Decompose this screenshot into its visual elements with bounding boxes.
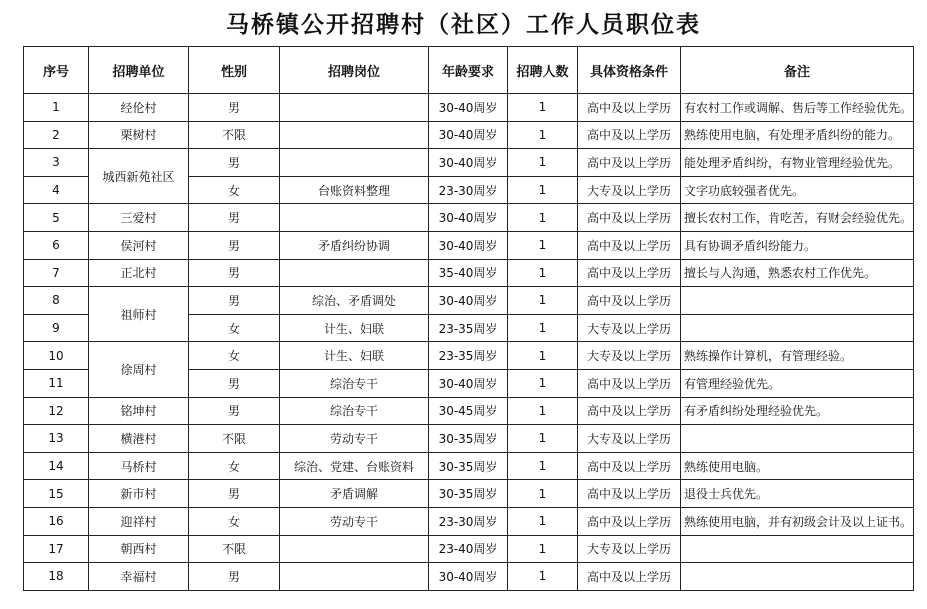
cell-count: 1 — [508, 149, 578, 177]
column-header-unit: 招聘单位 — [89, 47, 189, 94]
cell-count: 1 — [508, 452, 578, 480]
cell-post: 台账资料整理 — [280, 176, 429, 204]
cell-age: 23-30周岁 — [429, 507, 508, 535]
cell-age: 30-45周岁 — [429, 397, 508, 425]
cell-unit: 侯河村 — [89, 231, 189, 259]
cell-post: 劳动专干 — [280, 425, 429, 453]
cell-gender: 女 — [189, 314, 280, 342]
cell-gender: 男 — [189, 397, 280, 425]
cell-note: 退役士兵优先。 — [681, 480, 914, 508]
cell-count: 1 — [508, 259, 578, 287]
cell-unit: 徐周村 — [89, 342, 189, 397]
cell-no: 12 — [24, 397, 89, 425]
column-header-age: 年龄要求 — [429, 47, 508, 94]
cell-count: 1 — [508, 121, 578, 149]
cell-note: 具有协调矛盾纠纷能力。 — [681, 231, 914, 259]
cell-qualification: 高中及以上学历 — [578, 231, 681, 259]
cell-gender: 女 — [189, 452, 280, 480]
cell-no: 3 — [24, 149, 89, 177]
cell-no: 4 — [24, 176, 89, 204]
cell-count: 1 — [508, 342, 578, 370]
cell-qualification: 高中及以上学历 — [578, 563, 681, 591]
cell-qualification: 高中及以上学历 — [578, 397, 681, 425]
cell-gender: 男 — [189, 369, 280, 397]
cell-unit: 经伦村 — [89, 94, 189, 122]
cell-count: 1 — [508, 231, 578, 259]
cell-gender: 不限 — [189, 425, 280, 453]
cell-note: 熟练使用电脑，并有初级会计及以上证书。 — [681, 507, 914, 535]
cell-unit: 朝西村 — [89, 535, 189, 563]
cell-note — [681, 287, 914, 315]
cell-count: 1 — [508, 425, 578, 453]
cell-post: 综治、矛盾调处 — [280, 287, 429, 315]
cell-post — [280, 563, 429, 591]
cell-gender: 不限 — [189, 535, 280, 563]
cell-note — [681, 425, 914, 453]
cell-gender: 女 — [189, 507, 280, 535]
cell-no: 16 — [24, 507, 89, 535]
cell-post: 综治专干 — [280, 397, 429, 425]
cell-unit: 正北村 — [89, 259, 189, 287]
cell-no: 1 — [24, 94, 89, 122]
table-row — [24, 259, 914, 287]
cell-gender: 男 — [189, 259, 280, 287]
cell-qualification: 大专及以上学历 — [578, 425, 681, 453]
cell-post: 矛盾调解 — [280, 480, 429, 508]
table-row — [24, 204, 914, 232]
cell-age: 30-35周岁 — [429, 480, 508, 508]
cell-count: 1 — [508, 507, 578, 535]
cell-post — [280, 535, 429, 563]
cell-unit: 祖师村 — [89, 287, 189, 342]
cell-gender: 男 — [189, 149, 280, 177]
cell-post: 综治、党建、台账资料 — [280, 452, 429, 480]
cell-no: 2 — [24, 121, 89, 149]
table-row — [24, 480, 914, 508]
table-row — [24, 452, 914, 480]
cell-count: 1 — [508, 176, 578, 204]
cell-post — [280, 121, 429, 149]
cell-note: 文字功底较强者优先。 — [681, 176, 914, 204]
cell-qualification: 高中及以上学历 — [578, 507, 681, 535]
cell-gender: 男 — [189, 231, 280, 259]
cell-unit: 横港村 — [89, 425, 189, 453]
column-header-gender: 性别 — [189, 47, 280, 94]
cell-note: 熟练操作计算机，有管理经验。 — [681, 342, 914, 370]
cell-unit: 三爱村 — [89, 204, 189, 232]
cell-note: 熟练使用电脑，有处理矛盾纠纷的能力。 — [681, 121, 914, 149]
cell-note: 能处理矛盾纠纷，有物业管理经验优先。 — [681, 149, 914, 177]
cell-note: 熟练使用电脑。 — [681, 452, 914, 480]
cell-note — [681, 563, 914, 591]
cell-age: 35-40周岁 — [429, 259, 508, 287]
cell-qualification: 高中及以上学历 — [578, 121, 681, 149]
cell-post: 综治专干 — [280, 369, 429, 397]
table-row — [24, 397, 914, 425]
cell-age: 30-40周岁 — [429, 287, 508, 315]
cell-note — [681, 314, 914, 342]
cell-no: 14 — [24, 452, 89, 480]
table-row — [24, 342, 914, 370]
table-row — [24, 287, 914, 315]
cell-qualification: 高中及以上学历 — [578, 452, 681, 480]
table-row — [24, 507, 914, 535]
cell-qualification: 高中及以上学历 — [578, 369, 681, 397]
cell-count: 1 — [508, 563, 578, 591]
cell-unit: 幸福村 — [89, 563, 189, 591]
cell-gender: 男 — [189, 480, 280, 508]
cell-note: 有农村工作或调解、售后等工作经验优先。 — [681, 94, 914, 122]
cell-qualification: 大专及以上学历 — [578, 342, 681, 370]
cell-post: 劳动专干 — [280, 507, 429, 535]
cell-post — [280, 94, 429, 122]
cell-no: 13 — [24, 425, 89, 453]
table-row — [24, 149, 914, 177]
cell-no: 7 — [24, 259, 89, 287]
cell-no: 8 — [24, 287, 89, 315]
cell-post: 矛盾纠纷协调 — [280, 231, 429, 259]
cell-age: 30-40周岁 — [429, 369, 508, 397]
cell-count: 1 — [508, 480, 578, 508]
cell-age: 23-30周岁 — [429, 176, 508, 204]
cell-count: 1 — [508, 314, 578, 342]
table-row — [24, 121, 914, 149]
cell-count: 1 — [508, 397, 578, 425]
cell-post: 计生、妇联 — [280, 342, 429, 370]
cell-qualification: 高中及以上学历 — [578, 204, 681, 232]
table-header-row — [24, 47, 914, 94]
cell-age: 23-35周岁 — [429, 342, 508, 370]
column-header-post: 招聘岗位 — [280, 47, 429, 94]
cell-qualification: 大专及以上学历 — [578, 314, 681, 342]
cell-note: 有管理经验优先。 — [681, 369, 914, 397]
column-header-count: 招聘人数 — [508, 47, 578, 94]
cell-age: 30-40周岁 — [429, 121, 508, 149]
cell-age: 30-40周岁 — [429, 204, 508, 232]
cell-age: 30-40周岁 — [429, 231, 508, 259]
cell-count: 1 — [508, 535, 578, 563]
cell-no: 11 — [24, 369, 89, 397]
cell-gender: 女 — [189, 176, 280, 204]
cell-count: 1 — [508, 369, 578, 397]
cell-note: 擅长与人沟通，熟悉农村工作优先。 — [681, 259, 914, 287]
cell-unit: 马桥村 — [89, 452, 189, 480]
cell-count: 1 — [508, 204, 578, 232]
cell-qualification: 高中及以上学历 — [578, 149, 681, 177]
cell-qualification: 大专及以上学历 — [578, 535, 681, 563]
cell-age: 30-40周岁 — [429, 149, 508, 177]
cell-no: 15 — [24, 480, 89, 508]
cell-unit: 新市村 — [89, 480, 189, 508]
cell-gender: 男 — [189, 563, 280, 591]
cell-no: 5 — [24, 204, 89, 232]
table-row — [24, 231, 914, 259]
cell-no: 18 — [24, 563, 89, 591]
cell-post — [280, 259, 429, 287]
cell-no: 10 — [24, 342, 89, 370]
table-row — [24, 535, 914, 563]
cell-no: 17 — [24, 535, 89, 563]
cell-unit: 迎祥村 — [89, 507, 189, 535]
column-header-no: 序号 — [24, 47, 89, 94]
page-title: 马桥镇公开招聘村（社区）工作人员职位表 — [226, 11, 701, 38]
cell-unit: 栗树村 — [89, 121, 189, 149]
cell-count: 1 — [508, 287, 578, 315]
cell-age: 23-35周岁 — [429, 314, 508, 342]
cell-no: 6 — [24, 231, 89, 259]
cell-count: 1 — [508, 94, 578, 122]
cell-gender: 男 — [189, 287, 280, 315]
cell-gender: 男 — [189, 94, 280, 122]
table-row — [24, 425, 914, 453]
cell-qualification: 高中及以上学历 — [578, 259, 681, 287]
cell-qualification: 大专及以上学历 — [578, 176, 681, 204]
cell-post — [280, 204, 429, 232]
cell-age: 30-40周岁 — [429, 94, 508, 122]
cell-gender: 不限 — [189, 121, 280, 149]
cell-post: 计生、妇联 — [280, 314, 429, 342]
column-header-qualification: 具体资格条件 — [578, 47, 681, 94]
cell-age: 30-35周岁 — [429, 452, 508, 480]
table-row — [24, 563, 914, 591]
cell-unit: 铭坤村 — [89, 397, 189, 425]
cell-qualification: 高中及以上学历 — [578, 287, 681, 315]
cell-unit: 城西新苑社区 — [89, 149, 189, 204]
cell-gender: 女 — [189, 342, 280, 370]
column-header-note: 备注 — [681, 47, 914, 94]
cell-no: 9 — [24, 314, 89, 342]
cell-note: 有矛盾纠纷处理经验优先。 — [681, 397, 914, 425]
cell-post — [280, 149, 429, 177]
cell-note — [681, 535, 914, 563]
cell-note: 擅长农村工作，肯吃苦，有财会经验优先。 — [681, 204, 914, 232]
cell-gender: 男 — [189, 204, 280, 232]
cell-age: 23-40周岁 — [429, 535, 508, 563]
cell-qualification: 高中及以上学历 — [578, 480, 681, 508]
cell-qualification: 高中及以上学历 — [578, 94, 681, 122]
cell-age: 30-40周岁 — [429, 563, 508, 591]
cell-age: 30-35周岁 — [429, 425, 508, 453]
positions-table — [23, 46, 914, 591]
table-row — [24, 94, 914, 122]
